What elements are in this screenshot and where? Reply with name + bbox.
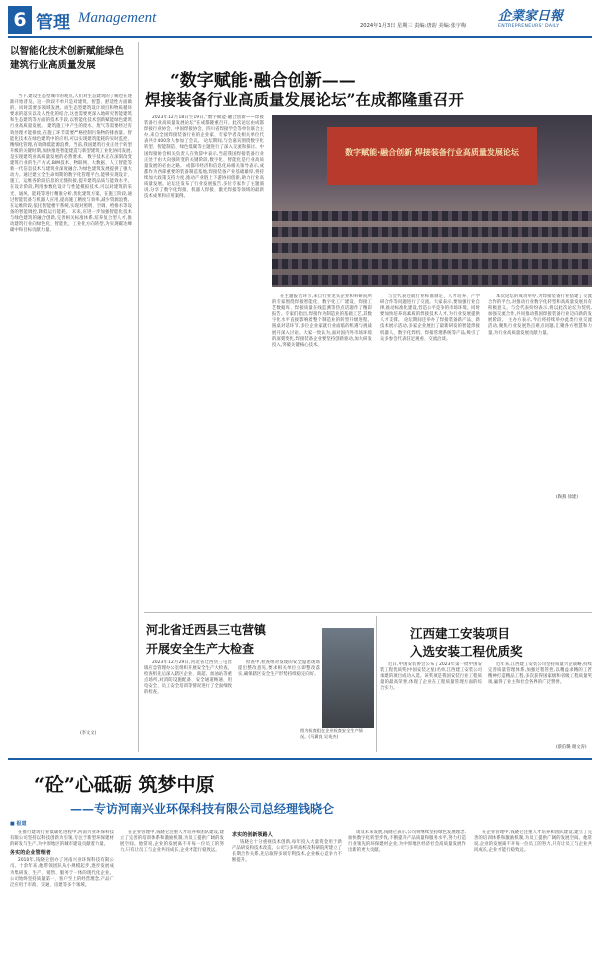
jiangxi-story-signature: (蔡伯璐 谢文涛)	[556, 745, 587, 750]
feature-text-3: 钱晓仑十分重视技术创新,每年投入大量资金用于新产品研发和技术改造。公司与多所高校及科研院所建立了长期合作关系,先后取得多项专利技术,企业核心竞争力不断提升。	[232, 840, 342, 864]
audience-row	[272, 243, 592, 253]
left-article-signature: (李文文)	[80, 731, 97, 736]
left-article-body	[10, 94, 132, 742]
main-story-text-4: 本次论坛的成功举办,为焊接装备行业搭建了交流合作的平台,对推动行业数字化转型和高质量发展具有积极意义。与会代表纷纷表示,将以此次论坛为契机,加强交流合作,共同推动我国焊接装备行业迈向新的发展阶段。 主办方表示,今后将持续举办此类行业交流活动,聚焦行业发展热点难点问题,汇聚各方智慧和力量,为行业高质量发展贡献力量。	[488, 294, 592, 336]
jiangxi-story-col2	[488, 662, 592, 750]
main-headline[interactable]: “数字赋能·融合创新——	[170, 71, 356, 91]
audience-row	[272, 211, 592, 221]
column-divider	[138, 42, 139, 752]
jiangxi-story-text-1: 近日,中国安装协会公布了2023年第一批中国安装工程优质奖(中国安装之星)名单,江西建工安装公司承建的项目成功入选。该奖项是我国安装行业工程质量的最高荣誉,体现了企业在工程质量管理方面的综合实力。	[380, 662, 482, 692]
audience-row	[272, 275, 592, 285]
feature-text-5: 谈及未来发展,钱晓仑表示,公司将继续坚持绿色发展理念,加快数字化转型步伐,不断提升产品质量和服务水平,努力打造行业领先的环保建材企业,为中原地区经济社会高质量发展作出新的更大贡献。	[348, 830, 466, 854]
jiangxi-story-title[interactable]: 江西建工安装项目	[410, 626, 511, 641]
feature-col1	[10, 830, 114, 954]
feature-text-1: 在推行建筑行业低碳化进程中,河南兴业环保科技有限公司坚持以科技创新为引领,专注于新型环保建材的研发与生产,为中原地区的城市建设贡献着力量。	[10, 830, 114, 848]
main-story-col4	[488, 294, 592, 492]
hebei-inspection-photo[interactable]	[322, 628, 374, 728]
stage-banner-text: 数字赋能·融合创新 焊接装备行业高质量发展论坛	[345, 148, 519, 157]
main-story-text-3: 与会代表还就行业标准制定、人才培养、产学研合作等问题进行了交流。大家表示,要加强行业自律,推动标准化建设,营造公平竞争的市场环境。同时要加快培养高素质的焊接技术人才,为行业发展提供人才支撑。 论坛期间还举办了焊接装备新产品、新技术展示活动,多家企业展出了最新研发的智能焊接机器人、数字化焊机、焊接管理系统等产品,吸引了众多参会代表驻足观看、交流洽谈。	[380, 294, 480, 342]
hebei-story-col1	[144, 660, 232, 736]
feature-col4	[348, 830, 466, 954]
page-header	[0, 0, 600, 38]
feature-headline[interactable]: “砼”心砥砺 筑梦中原	[34, 774, 215, 796]
main-story-text-2: 在主题报告环节,来自行业龙头企业和科研院所的专家围绕焊接智能化、数字化工厂建设、焊接工艺数据库、焊接质量在线监测等热点话题作了精彩报告。专家们指出,焊接作为制造业的基础工艺,其数字化水平直接影响着整个制造业的转型升级进程。 圆桌对话环节,多位企业家就行业面临的机遇与挑战展开深入讨论。大家一致认为,面对国内外市场环境的深刻变化,焊接装备企业要坚持创新驱动,加大研发投入,突破关键核心技术。	[272, 294, 372, 348]
issue-info: 2024年1月3日 星期三 责编:唐韵 美编:张宇梅	[360, 23, 467, 29]
newspaper-logo: 企業家日報	[498, 9, 564, 24]
main-story-col1	[144, 115, 264, 605]
section-divider	[144, 612, 592, 613]
section-title-cn: 管理	[36, 13, 70, 33]
audience-row	[272, 259, 592, 269]
feature-col2	[120, 830, 224, 954]
jiangxi-story-col1	[380, 662, 482, 750]
left-article-title[interactable]: 以智能化技术创新赋能绿色建筑行业高质量发展	[10, 46, 125, 71]
main-story-col2	[272, 294, 372, 606]
feature-section-heading-2: 求实的创新领路人	[232, 832, 273, 838]
feature-text-2: 2010年,钱晓仑创办了河南兴业环保科技有限公司。十余年来,他带领团队从小规模起步,逐步发展成为集研发、生产、销售、服务于一体的现代化企业。公司始终坚持质量第一、客户至上的经营理念,产品广泛应用于市政、交通、房建等多个领域。	[10, 858, 114, 888]
feature-divider	[8, 758, 592, 760]
left-article-text: 当下,建设生态型城市的观点,人们对生态建筑的了解也在逐渐开始普及。这一阶段不单只是对建筑、智慧、舒适性方面做的、同时需要多领域发展。而生态型建筑设计项目和物质循环要求的落实以及人性化的结合,这也需要更深入地研究智能建筑和生态建筑等方面的技术手段,以智能化技术创新赋能绿色建筑行业高质量发展。 建筑施工中产生的废水、废气等需要经过有效处理才能排放,在施工环节需要严格控制污染物的排放量。智能化技术在绿色建筑中的应用,可以实现建筑能耗的实时监控、精细化管理,有效降低能源浪费。当前,我国建筑行业正处于转型升级的关键时期,加快推进智能建造与新型建筑工业化协同发展,是实现建筑业高质量发展的必然要求。 数字技术正在深刻改变建筑行业的生产方式,BIM技术、物联网、大数据、人工智能等新一代信息技术与建筑业深度融合,为绿色建筑发展提供了强大动力。通过建立全生命周期的数字化管理平台,能够实现设计、施工、运维各阶段信息的无缝衔接,提升建筑品质与能效水平。 在设计阶段,利用参数化设计与性能模拟技术,可以对建筑的采光、通风、能耗等进行精准分析,优化建筑方案。在施工阶段,通过智能装备与机器人应用,提高施工精度与效率,减少资源浪费。在运维阶段,依托智能楼宇系统,实现对照明、空调、给排水等设备的智能调控,降低运行能耗。 未来,应进一步加强智能化技术与绿色建筑的融合创新,完善相关标准体系,培养复合型人才,推动建筑行业向绿色化、智能化、工业化方向转型,为实现碳达峰碳中和目标贡献力量。	[10, 94, 132, 234]
main-story-col3	[380, 294, 480, 606]
section-title-en: Management	[78, 10, 157, 26]
header-divider	[8, 36, 592, 38]
hebei-story-col2	[238, 660, 320, 736]
feature-subheadline[interactable]: ——专访河南兴业环保科技有限公司总经理钱晓仑	[70, 802, 335, 816]
column-divider	[376, 616, 377, 752]
hebei-story-subtitle[interactable]: 开展安全生产大检查	[146, 642, 255, 656]
feature-text-4: 在企业管理中,钱晓仑注重人才培养和团队建设,建立了完善的培训体系和激励机制,为员工提供广阔的发展空间。他常说,企业的发展离不开每一位员工的努力,只有让员工与企业共同成长,企业才能行稳致远。	[120, 830, 224, 854]
hebei-photo-caption: 图为检查组在企业检查安全生产情况。(马冀良 吴英杰)	[300, 728, 363, 739]
hebei-story-text-1: 2023年12月29日,河北省迁西县三屯营镇应急管理办公室组织开展安全生产大检查。检查组先后深入辖区企业、商超、加油站等重点场所,对消防设施配备、安全通道畅通、用电安全、员工安全培训等情况进行了全面细致的检查。	[144, 660, 232, 696]
feature-tag: ■ 报道	[10, 821, 27, 827]
audience-row	[272, 227, 592, 237]
jiangxi-story-subtitle[interactable]: 入选安装工程优质奖	[410, 644, 523, 659]
feature-col5	[474, 830, 592, 954]
hebei-story-title[interactable]: 河北省迁西县三屯营镇	[146, 623, 267, 637]
main-story-text-1: 2023年12月18日至19日,“数字赋能·融合创新——焊接装备行业高质量发展论坛”在成都隆重召开。此次论坛由成都焊接行业协会、中国焊接协会、四川省焊接学会等单位联合主办,来自全国焊接装备行业的企业家、专家学者及相关单位代表共计400余人参加了会议。 论坛期间,与会嘉宾围绕数字化转型、智能制造、绿色低碳等主题进行了深入交流和探讨。中国焊接协会相关负责人在致辞中表示,当前我国焊接装备行业正处于由大向强转变的关键阶段,数字化、智能化是行业高质量发展的必由之路。 成都市经济和信息化局相关领导表示,成都作为西部重要的装备制造基地,焊接装备产业基础雄厚,将持续加大政策支持力度,推动产业链上下游协同创新,助力行业高质量发展。论坛还发布了行业发展报告,多位专家作了主题演讲,分享了数字化焊接、机器人焊接、激光焊接等领域的最新技术成果和应用案例。	[144, 115, 264, 200]
main-subheadline[interactable]: 焊接装备行业高质量发展论坛”在成都隆重召开	[145, 90, 464, 109]
main-story-signature: (陶燕 徐建)	[556, 495, 578, 500]
feature-section-heading-1: 务实的企业管理者	[10, 850, 51, 857]
section-number-badge: 6	[8, 6, 32, 34]
newspaper-logo-en: ENTREPRENEURS' DAILY	[498, 24, 560, 29]
jiangxi-story-text-2: 近年来,江西建工安装公司坚持质量兴企战略,持续完善质量管理体系,加强过程管控,以精益求精的工匠精神打造精品工程,多次获得国家级和省级工程质量奖项,赢得了业主和社会各界的广泛赞誉。	[488, 662, 592, 686]
stage-screen	[327, 127, 537, 185]
feature-col3	[232, 830, 342, 954]
feature-text-4b: 在企业管理中,钱晓仑注重人才培养和团队建设,建立了完善的培训体系和激励机制,为员工提供广阔的发展空间。他常说,企业的发展离不开每一位员工的努力,只有让员工与企业共同成长,企业才能行稳致远。	[474, 830, 592, 854]
hebei-story-text-2: 检查中,检查组对发现的安全隐患现场提出整改意见,要求相关单位立即整改落实,确保辖区安全生产形势持续稳定向好。	[238, 660, 320, 678]
forum-photo[interactable]	[272, 115, 592, 287]
